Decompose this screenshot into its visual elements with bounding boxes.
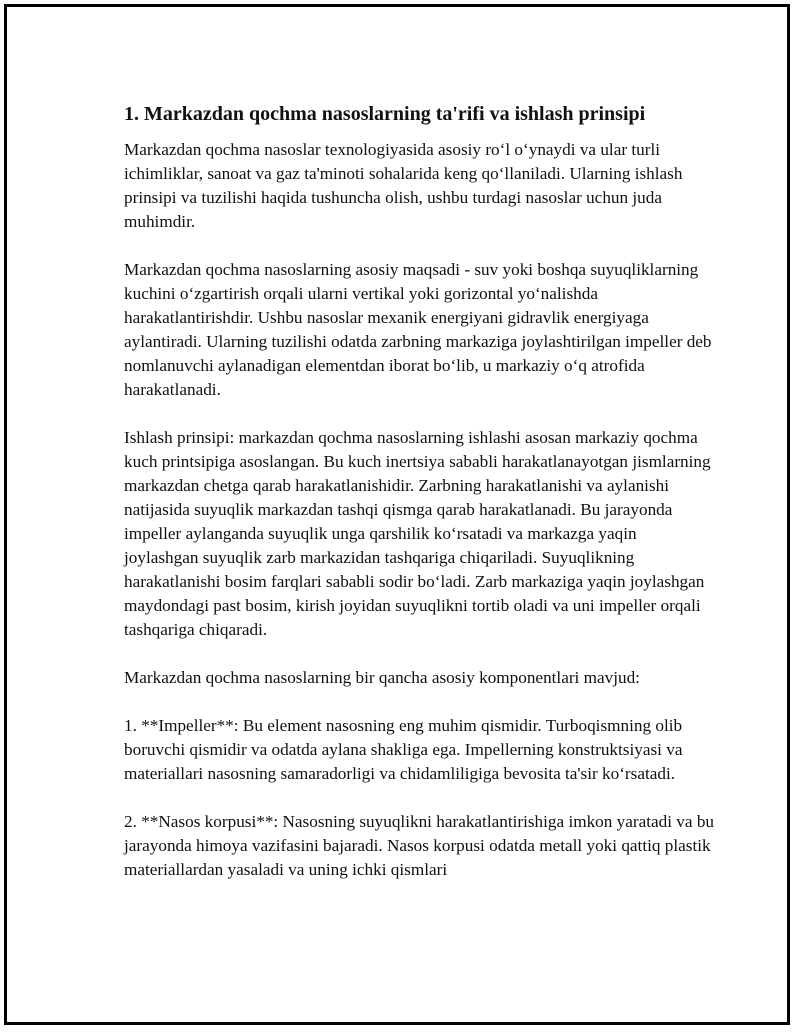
paragraph-pump-casing: 2. **Nasos korpusi**: Nasosning suyuqlikni harakatlantirishiga imkon yaratadi va bu jarayonda himoya vazifasini bajaradi. Nasos korpusi odatda metall yoki qattiq plastik materiallardan yasaladi va uning ichki qismlari	[124, 812, 715, 879]
paragraph-impeller: 1. **Impeller**: Bu element nasosning eng muhim qismidir. Turboqismning olib boruvchi qismidir va odatda aylana shakliga ega. Impellerning konstruktsiyasi va materiallari nasosning samaradorligi va chidamliligiga bevosita ta'sir ko‘rsatadi.	[124, 716, 683, 783]
paragraph-components-intro: Markazdan qochma nasoslarning bir qancha asosiy komponentlari mavjud:	[124, 668, 640, 687]
paragraph-purpose: Markazdan qochma nasoslarning asosiy maqsadi - suv yoki boshqa suyuqliklarning kuchini o‘zgartirish orqali ularni vertikal yoki gorizontal yo‘nalishda harakatlantirishdir. Ushbu nasoslar mexanik energiyani gidravlik energiyaga aylantiradi. Ularning tuzilishi odatda zarbning markaziga joylashtirilgan impeller deb nomlanuvchi aylanadigan elementdan iborat bo‘lib, u markaziy o‘q atrofida harakatlanadi.	[124, 260, 712, 399]
document-title: 1. Markazdan qochma nasoslarning ta'rifi va ishlash prinsipi	[124, 103, 646, 125]
page-frame	[4, 4, 790, 1025]
document-body	[124, 100, 714, 906]
paragraph-intro: Markazdan qochma nasoslar texnologiyasida asosiy ro‘l o‘ynaydi va ular turli ichimliklar, sanoat va gaz ta'minoti sohalarida keng qo‘llaniladi. Ularning ishlash prinsipi va tuzilishi haqida tushuncha olish, ushbu turdagi nasoslar uchun juda muhimdir.	[124, 140, 683, 231]
paragraph-working-principle: Ishlash prinsipi: markazdan qochma nasoslarning ishlashi asosan markaziy qochma kuch printsipiga asoslangan. Bu kuch inertsiya sababli harakatlanayotgan jismlarning markazdan chetga qarab harakatlanishidir. Zarbning harakatlanishi va aylanishi natijasida suyuqlik markazdan tashqi qismga qarab harakatlanadi. Bu jarayonda impeller aylanganda suyuqlik unga qarshilik ko‘rsatadi va markazga yaqin joylashgan suyuqlik zarb markazidan tashqariga chiqariladi. Suyuqlikning harakatlanishi bosim farqlari sababli sodir bo‘ladi. Zarb markaziga yaqin joylashgan maydondagi past bosim, kirish joyidan suyuqlikni tortib oladi va uni impeller orqali tashqariga chiqaradi.	[124, 428, 711, 639]
